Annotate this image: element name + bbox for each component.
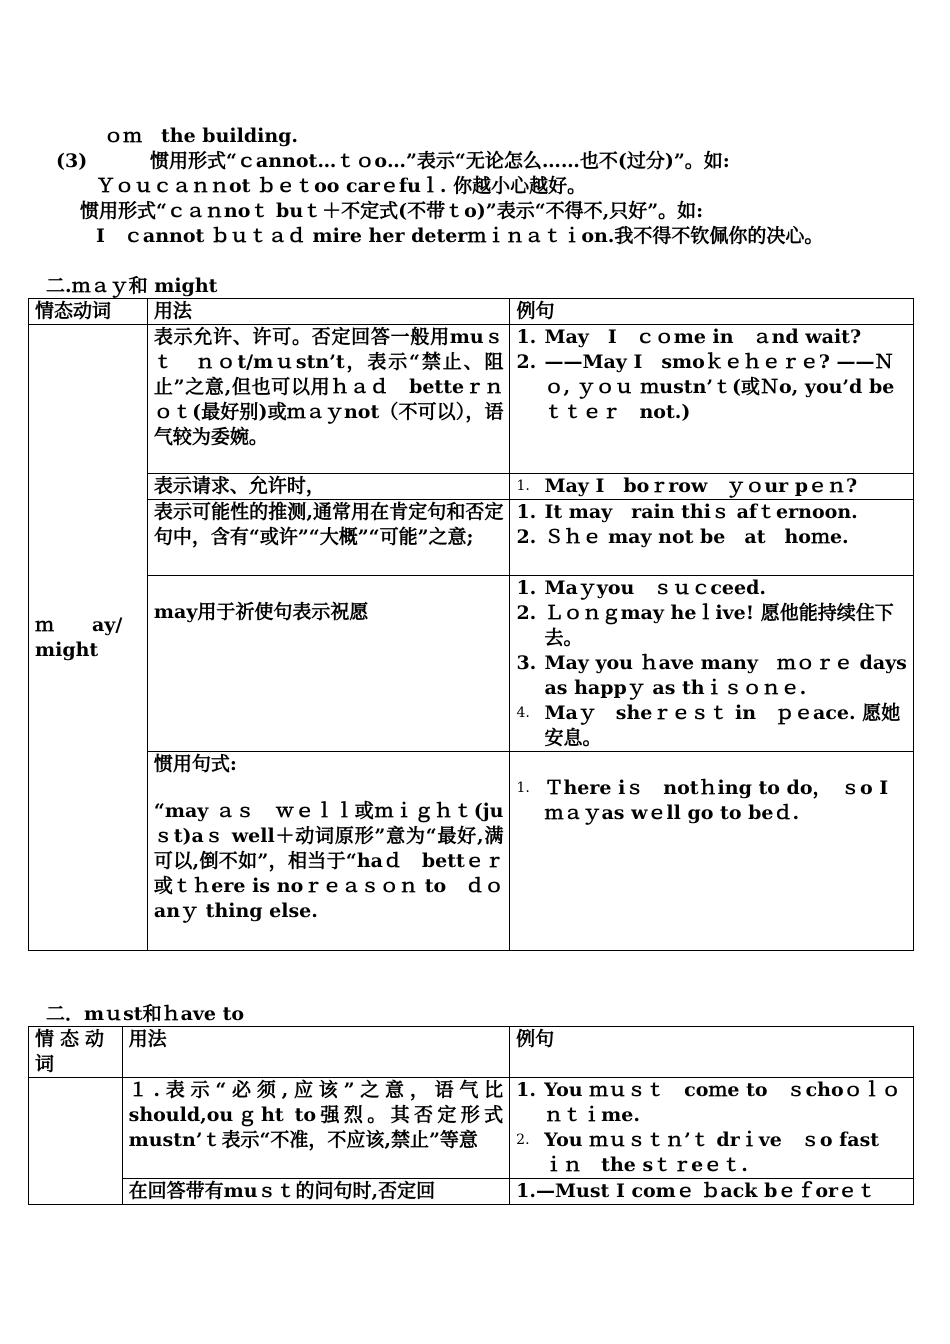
- table-row: [29, 325, 914, 474]
- intro-line-1: ｏｍ the building.: [104, 125, 299, 147]
- section-must-haveto-title: 二．mｕst和ｈave to: [46, 1003, 245, 1025]
- intro-line-5: I ｃannot ｂｕｔａｄ mire her deterｍｉｎａｔｉon.我不得不钦佩你的决心。: [96, 225, 824, 247]
- example-item: 4. Maｙ sheｒｅｓｔ in ｐｅace. 愿她安息。: [516, 702, 901, 749]
- usage-cell: 表示允许、许可。否定回答一般用muｓｔ ｎｏt/mｕstn’t，表示“禁止、阻止”之意,但也可以用ｈａｄ betteｒｎｏｔ(最好别)或ｍａｙnot（不可以），语气较为委婉。: [147, 325, 510, 474]
- example-item: 1. It may rain thiｓ afｔernoon.: [516, 501, 858, 523]
- table-row: [29, 1179, 914, 1205]
- header-example: 例句: [510, 1027, 914, 1078]
- table-row: [29, 576, 914, 752]
- example-item: 1. May I ｃｏme in ａnd wait?: [516, 326, 862, 348]
- section-may-might-title: 二.ｍａｙ和 might: [46, 275, 218, 297]
- example-cell: [510, 576, 914, 752]
- table-row: [29, 474, 914, 500]
- example-cell: [510, 474, 914, 500]
- table-header-row: [29, 299, 914, 325]
- must-haveto-table: [28, 1026, 914, 1205]
- example-cell: [510, 500, 914, 576]
- usage-cell: 在回答带有muｓｔ的问句时,否定回: [122, 1179, 510, 1205]
- usage-cell: [147, 752, 510, 951]
- example-item: 2. ——May I smoｋｅｈｅｒｅ? ——Ｎｏ, ｙｏｕ ｍustn’ｔ(或Ｎo, you’d beｔｔｅｒ not.): [516, 351, 895, 423]
- intro-line-2: 惯用形式“ｃannot…ｔｏo…”表示“无论怎么……也不(过分)”。如:: [150, 150, 730, 172]
- usage-title: 惯用句式:: [153, 753, 237, 775]
- table-row: [29, 752, 914, 951]
- modal-cell: [29, 1078, 123, 1205]
- header-modal: 情态动词: [29, 1027, 123, 1078]
- usage-cell: 表示请求、允许时，: [147, 474, 510, 500]
- example-item: 2. Ｌｏｎｇmay heｌive! 愿他能持续住下去。: [516, 602, 894, 649]
- usage-text: “may ａｓ ｗｅｌｌ或ｍｉｇｈｔ(juｓt)aｓ well＋动词原形”意为“最好,满可以,倒不如”，相当于“haｄ bettｅｒ或ｔｈere is noｒｅａｓｏｎ to ｄｏ anｙ thing else.: [153, 800, 504, 922]
- example-item: 1.—Must I comｅ ｂack bｅｆorｅｔ: [516, 1180, 877, 1202]
- usage-cell: may用于祈使句表示祝愿: [147, 576, 510, 752]
- example-item: 2. You ｍｕｓｔｎ’ｔ drｉve ｓo fast ｉｎ the sｔｒeｅｔ.: [516, 1129, 899, 1176]
- header-usage: 用法: [122, 1027, 510, 1078]
- example-item: 1. Maｙyou ｓｕｃceed.: [516, 577, 766, 599]
- table-row: [29, 500, 914, 576]
- intro-line-4: 惯用形式“ｃａｎnoｔ buｔ＋不定式(不带ｔo)”表示“不得不,只好”。如:: [80, 200, 704, 222]
- example-item: 1. You ｍｕｓｔ coｍe to ｓchoｏｌｏｎｔｉme.: [516, 1079, 901, 1126]
- header-modal: 情态动词: [29, 299, 148, 325]
- example-cell: [510, 1179, 914, 1205]
- example-cell: [510, 325, 914, 474]
- intro-line-2-number: (3): [56, 150, 88, 172]
- example-item: 3. May you ｈave many ｍｏｒｅ days as happｙ as thｉｓｏｎｅ.: [516, 652, 907, 699]
- header-usage: 用法: [147, 299, 510, 325]
- example-item: 1. Ｔhere iｓ notｈing to do， ｓo Iｍａｙas wｅll go to beｄ.: [516, 777, 889, 824]
- may-might-table: [28, 298, 914, 951]
- example-cell: [510, 752, 914, 951]
- intro-line-3: Ｙｏｕｃａｎｎot ｂｅｔoo carｅfuｌ. 你越小心越好。: [96, 175, 587, 197]
- header-example: 例句: [510, 299, 914, 325]
- usage-cell: 表示可能性的推测,通常用在肯定句和否定句中，含有“或许”“大概”“可能”之意;: [147, 500, 510, 576]
- modal-cell: ｍ ay/ might: [29, 325, 148, 951]
- example-cell: [510, 1078, 914, 1179]
- table-header-row: [29, 1027, 914, 1078]
- usage-cell: １.表示“必须,应该”之意，语气比should,ouｇht to强烈。其否定形式mustn’ｔ表示“不准，不应该,禁止”等意: [122, 1078, 510, 1179]
- table-row: [29, 1078, 914, 1179]
- example-item: 1. May I boｒrow ｙｏur pｅｎ?: [516, 475, 858, 497]
- example-item: 2. Ｓｈｅ may not be at hoｍe.: [516, 526, 849, 548]
